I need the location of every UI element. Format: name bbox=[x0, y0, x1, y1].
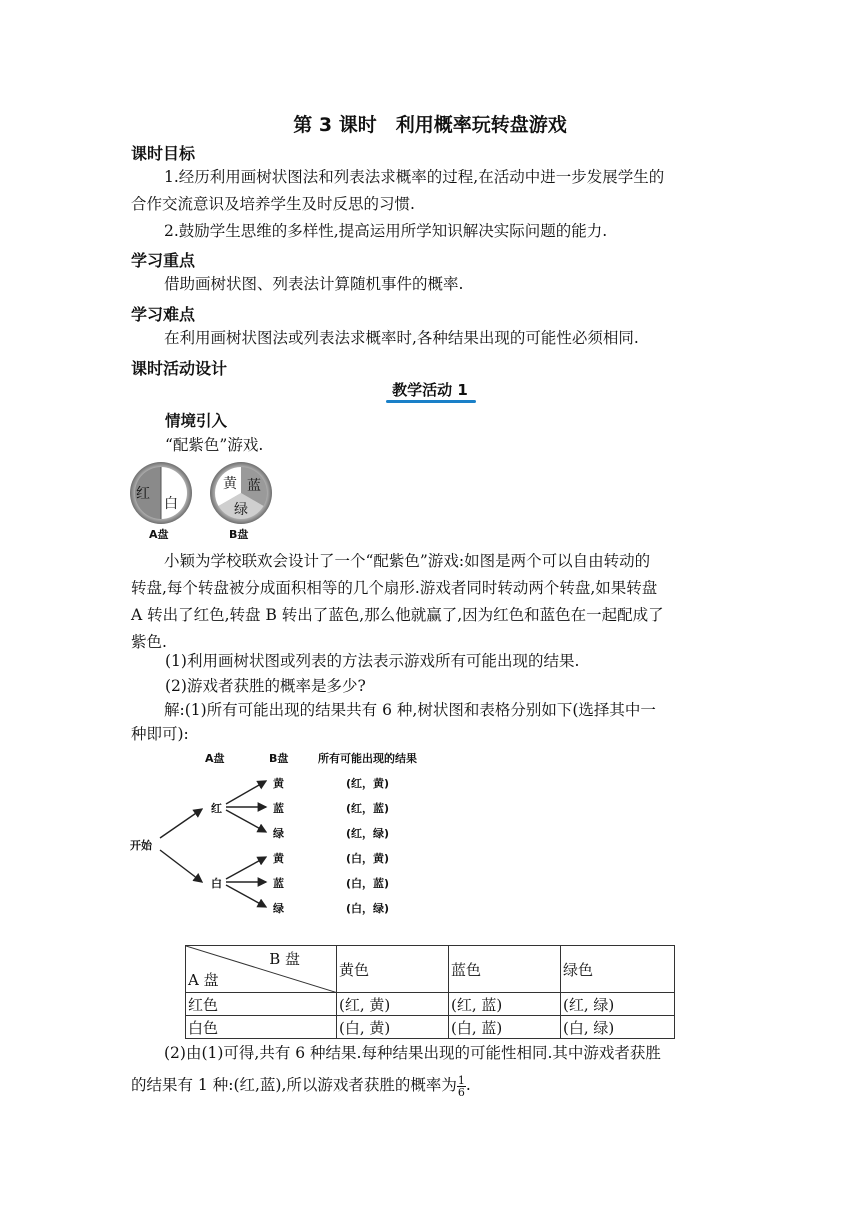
spinner-b-green-label: 绿 bbox=[234, 502, 248, 518]
fraction-numerator: 1 bbox=[457, 1073, 465, 1087]
tree-result: (白，黄) bbox=[346, 852, 390, 865]
game-name: “配紫色”游戏. bbox=[165, 436, 264, 454]
fraction-denominator: 6 bbox=[457, 1085, 465, 1099]
tree-leaf: 黄 bbox=[273, 777, 284, 790]
solution-line-2: 种即可): bbox=[131, 725, 189, 743]
difficulty-heading: 学习难点 bbox=[131, 305, 196, 324]
question-1: (1)利用画树状图或列表的方法表示游戏所有可能出现的结果. bbox=[165, 652, 580, 670]
tree-result: (红，蓝) bbox=[346, 802, 390, 815]
spinner-a bbox=[129, 461, 193, 525]
tree-col-results: 所有可能出现的结果 bbox=[318, 752, 417, 765]
goal-2: 2.鼓励学生思维的多样性,提高运用所学知识解决实际问题的能力. bbox=[164, 222, 608, 240]
problem-line-4: 紫色. bbox=[131, 633, 167, 651]
tree-leaf: 绿 bbox=[273, 902, 284, 915]
tree-result: (红，黄) bbox=[346, 777, 390, 790]
tree-col-a: A盘 bbox=[205, 752, 225, 765]
badge-underline bbox=[386, 400, 476, 403]
spinner-a-caption: A盘 bbox=[149, 528, 169, 541]
difficulty-text: 在利用画树状图法或列表法求概率时,各种结果出现的可能性必须相同. bbox=[164, 329, 639, 347]
table-row bbox=[186, 993, 675, 1016]
probability-fraction bbox=[457, 1075, 466, 1098]
tree-result: (红，绿) bbox=[346, 827, 390, 840]
answer-line-2 bbox=[131, 1072, 471, 1099]
key-heading: 学习重点 bbox=[131, 251, 196, 270]
outcome-table bbox=[185, 945, 675, 1039]
goal-1-line-2: 合作交流意识及培养学生及时反思的习惯. bbox=[131, 195, 415, 213]
tree-leaf: 蓝 bbox=[273, 802, 284, 815]
table-row bbox=[186, 1016, 675, 1039]
table-cell: (白, 绿) bbox=[561, 1016, 675, 1039]
table-cell: (红, 蓝) bbox=[449, 993, 561, 1016]
spinner-a-red-label: 红 bbox=[136, 486, 150, 502]
answer-line-1: (2)由(1)可得,共有 6 种结果.每种结果出现的可能性相同.其中游戏者获胜 bbox=[164, 1044, 661, 1062]
answer-end: . bbox=[465, 1076, 471, 1094]
goal-1 bbox=[131, 164, 731, 191]
table-row-label: 白色 bbox=[186, 1016, 337, 1039]
answer-text: 的结果有 1 种:(红,蓝),所以游戏者获胜的概率为 bbox=[131, 1076, 457, 1094]
table-row-label: 红色 bbox=[186, 993, 337, 1016]
goals-heading: 课时目标 bbox=[131, 144, 196, 163]
table-header-row bbox=[186, 946, 675, 993]
tree-leaf: 绿 bbox=[273, 827, 284, 840]
corner-label-b: B 盘 bbox=[269, 950, 300, 968]
tree-result: (白，蓝) bbox=[346, 877, 390, 890]
table-header-cell: 黄色 bbox=[337, 946, 449, 993]
activity-badge: 教学活动 1 bbox=[392, 381, 468, 399]
table-cell: (红, 绿) bbox=[561, 993, 675, 1016]
tree-leaf: 黄 bbox=[273, 852, 284, 865]
tree-col-b: B盘 bbox=[269, 752, 289, 765]
question-2: (2)游戏者获胜的概率是多少? bbox=[165, 677, 366, 695]
table-header-cell: 绿色 bbox=[561, 946, 675, 993]
spinner-b-yellow-label: 黄 bbox=[223, 476, 237, 492]
problem-line-3: A 转出了红色,转盘 B 转出了蓝色,那么他就赢了,因为红色和蓝色在一起配成了 bbox=[131, 606, 664, 624]
tree-result: (白，绿) bbox=[346, 902, 390, 915]
spinner-a-white-label: 白 bbox=[164, 496, 178, 512]
spinner-b-caption: B盘 bbox=[229, 528, 249, 541]
corner-label-a: A 盘 bbox=[188, 971, 219, 989]
tree-leaf: 蓝 bbox=[273, 877, 284, 890]
table-corner-cell bbox=[186, 946, 337, 993]
problem-line-1: 小颖为学校联欢会设计了一个“配紫色”游戏:如图是两个可以自由转动的 bbox=[164, 552, 651, 570]
design-heading: 课时活动设计 bbox=[131, 359, 228, 378]
table-cell: (白, 蓝) bbox=[449, 1016, 561, 1039]
spinner-b-blue-label: 蓝 bbox=[247, 478, 261, 494]
spinner-b bbox=[209, 461, 273, 525]
tree-node-red: 红 bbox=[211, 802, 222, 815]
table-header-cell: 蓝色 bbox=[449, 946, 561, 993]
page-title: 第 3 课时 利用概率玩转盘游戏 bbox=[293, 114, 567, 136]
tree-diagram bbox=[128, 748, 428, 920]
table-cell: (白, 黄) bbox=[337, 1016, 449, 1039]
problem-line-2: 转盘,每个转盘被分成面积相等的几个扇形.游戏者同时转动两个转盘,如果转盘 bbox=[131, 579, 658, 597]
key-text: 借助画树状图、列表法计算随机事件的概率. bbox=[164, 275, 464, 293]
intro-heading: 情境引入 bbox=[165, 412, 228, 430]
tree-start: 开始 bbox=[130, 839, 152, 852]
solution-line-1: 解:(1)所有可能出现的结果共有 6 种,树状图和表格分别如下(选择其中一 bbox=[164, 701, 656, 719]
goal-1-line-1: 1.经历利用画树状图法和列表法求概率的过程,在活动中进一步发展学生的 bbox=[164, 168, 665, 186]
table-cell: (红, 黄) bbox=[337, 993, 449, 1016]
tree-node-white: 白 bbox=[211, 877, 222, 890]
